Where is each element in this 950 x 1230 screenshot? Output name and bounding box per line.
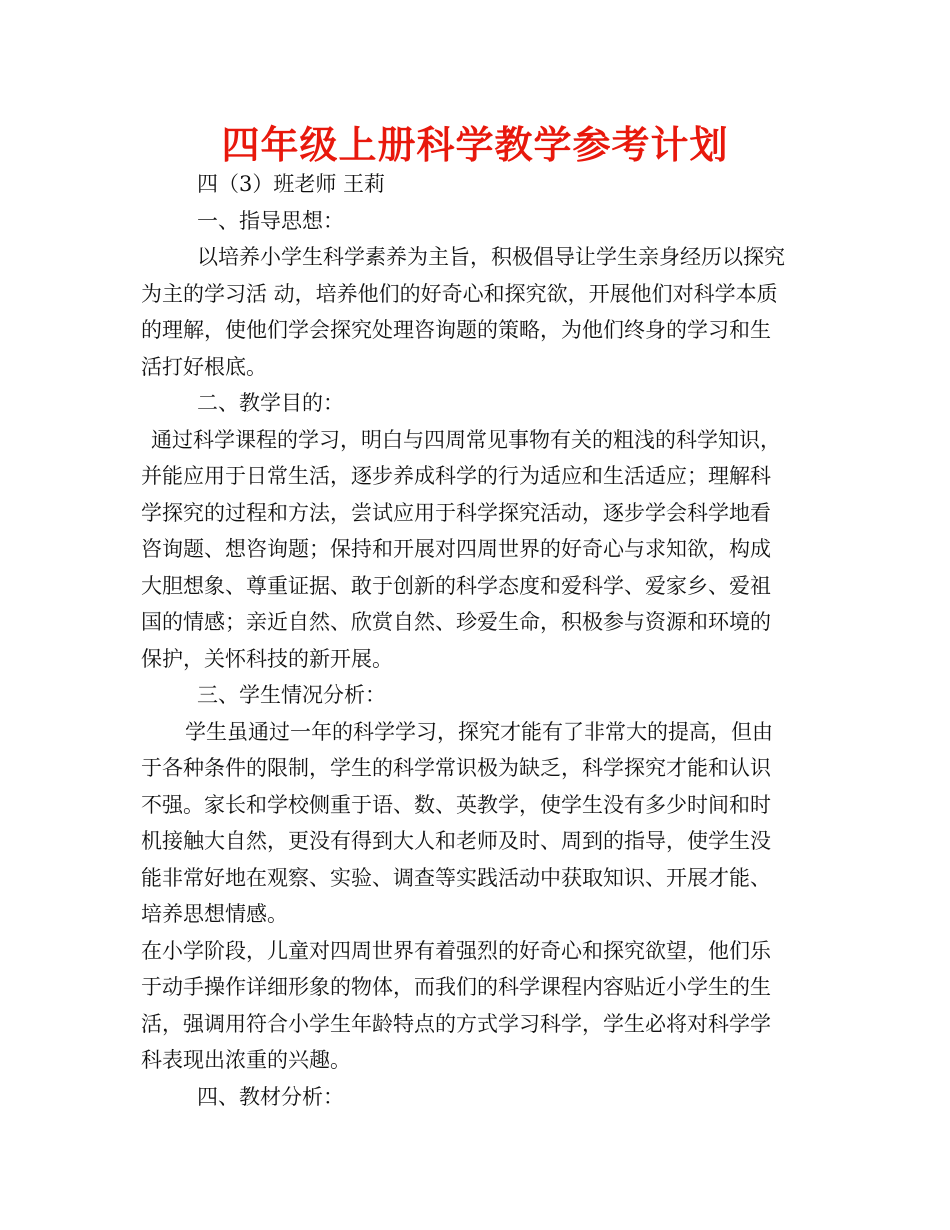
paragraph-line: 培养思想情感。 — [141, 902, 288, 926]
paragraph-line: 不强。家长和学校侧重于语、数、英教学，使学生没有多少时间和时 — [141, 792, 771, 817]
paragraph-line: 于各种条件的限制，学生的科学常识极为缺乏，科学探究才能和认识 — [141, 756, 771, 780]
section-heading-teaching-goals: 二、教学目的： — [197, 391, 344, 415]
paragraph-line: 活，强调用符合小学生年龄特点的方式学习科学，学生必将对科学学 — [141, 1011, 771, 1036]
paragraph-line: 以培养小学生科学素养为主旨，积极倡导让学生亲身经历以探究 — [197, 245, 785, 269]
paragraph-line: 通过科学课程的学习，明白与四周常见事物有关的粗浅的科学知识， — [151, 427, 781, 452]
paragraph-line: 学探究的过程和方法，尝试应用于科学探究活动，逐步学会科学地看 — [141, 500, 771, 525]
paragraph-student-analysis — [141, 714, 813, 933]
paragraph-line: 国的情感；亲近自然、欣赏自然、珍爱生命，积极参与资源和环境的 — [141, 610, 771, 634]
paragraph-line: 学生虽通过一年的科学学习，探究才能有了非常大的提高，但由 — [185, 719, 773, 744]
paragraph-line: 机接触大自然，更没有得到大人和老师及时、周到的指导，使学生没 — [141, 829, 771, 853]
paragraph-line: 保护，关怀科技的新开展。 — [141, 646, 393, 671]
document-title: 四年级上册科学教学参考计划 — [221, 123, 729, 167]
section-heading-textbook-analysis: 四、教材分析： — [197, 1084, 344, 1109]
paragraph-line: 于动手操作详细形象的物体，而我们的科学课程内容贴近小学生的生 — [141, 975, 771, 999]
paragraph-line: 咨询题、想咨询题；保持和开展对四周世界的好奇心与求知欲，构成 — [141, 537, 771, 561]
paragraph-children-curiosity — [141, 933, 813, 1079]
paragraph-line: 的理解，使他们学会探究处理咨询题的策略，为他们终身的学习和生 — [141, 318, 771, 342]
paragraph-line: 在小学阶段，儿童对四周世界有着强烈的好奇心和探究欲望，他们乐 — [141, 938, 771, 963]
document-body — [141, 166, 813, 1115]
author-line: 四（3）班老师 王莉 — [197, 172, 386, 196]
paragraph-line: 活打好根底。 — [141, 354, 267, 379]
paragraph-line: 为主的学习活 动，培养他们的好奇心和探究欲，开展他们对科学本质 — [141, 281, 778, 306]
paragraph-guiding-thought — [141, 239, 813, 385]
section-heading-guiding-thought: 一、指导思想： — [197, 208, 344, 233]
paragraph-line: 能非常好地在观察、实验、调查等实践活动中获取知识、开展才能、 — [141, 865, 771, 890]
section-heading-student-analysis: 三、学生情况分析： — [197, 683, 386, 707]
paragraph-line: 并能应用于日常生活，逐步养成科学的行为适应和生活适应；理解科 — [141, 464, 771, 488]
paragraph-line: 科表现出浓重的兴趣。 — [141, 1048, 351, 1072]
paragraph-teaching-goals — [141, 422, 813, 678]
paragraph-line: 大胆想象、尊重证据、敢于创新的科学态度和爱科学、爱家乡、爱祖 — [141, 573, 771, 598]
